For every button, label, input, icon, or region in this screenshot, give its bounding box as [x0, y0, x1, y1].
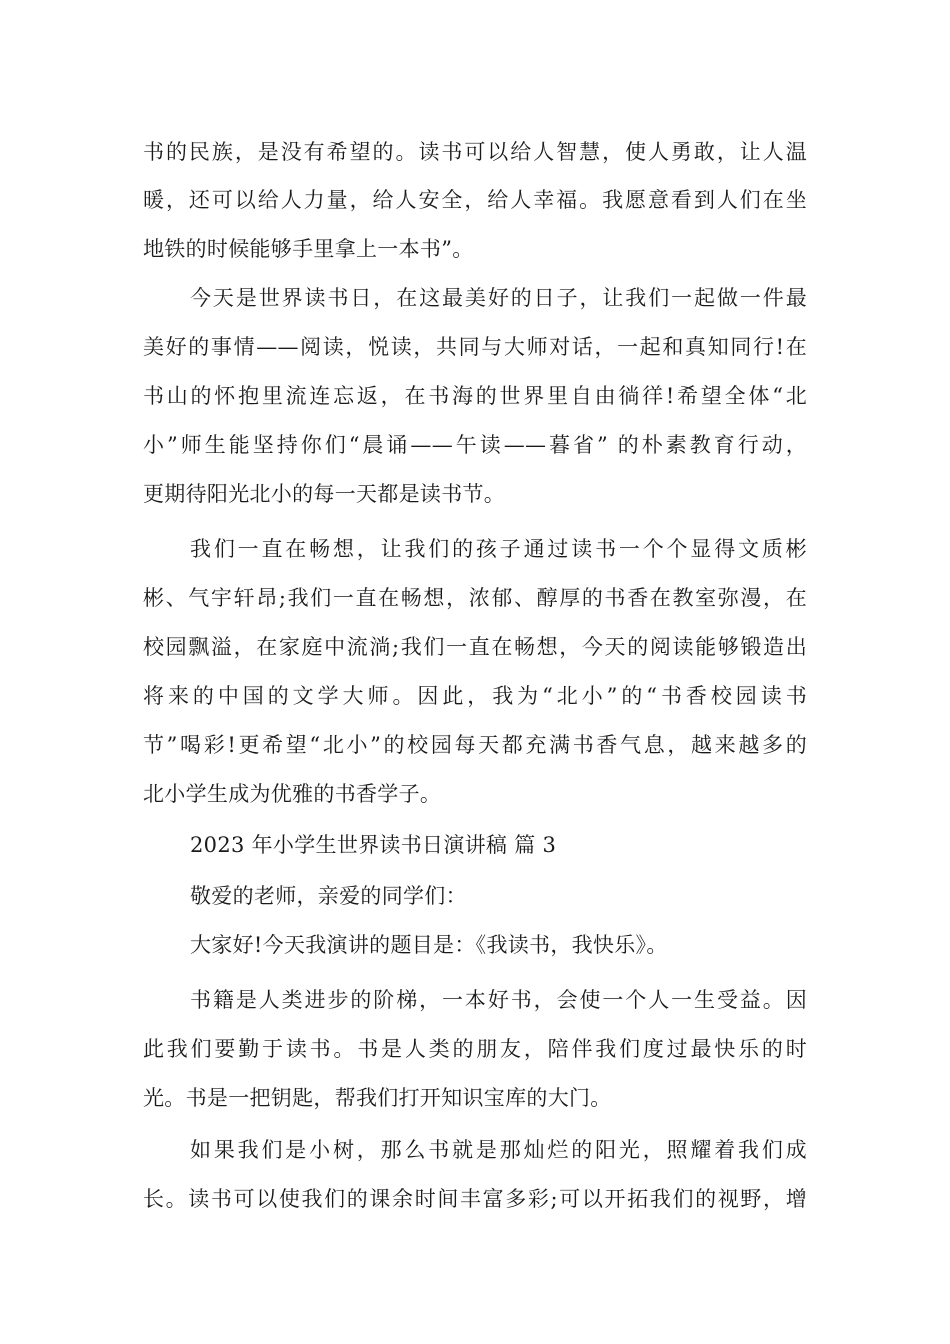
- paragraph-line: 北小学生成为优雅的书香学子。: [143, 782, 442, 806]
- paragraph-line: 将来的中国的文学大师。因此，我为“北小”的“书香校园读书: [143, 684, 807, 708]
- paragraph-line: 如果我们是小树，那么书就是那灿烂的阳光，照耀着我们成: [190, 1138, 807, 1162]
- paragraph-line: 更期待阳光北小的每一天都是读书节。: [143, 482, 506, 506]
- paragraph-line: 彬、气宇轩昂;我们一直在畅想，浓郁、醇厚的书香在教室弥漫，在: [143, 586, 807, 610]
- paragraph-line: 书的民族，是没有希望的。读书可以给人智慧，使人勇敢，让人温: [143, 140, 807, 164]
- paragraph-line: 暖，还可以给人力量，给人安全，给人幸福。我愿意看到人们在坐: [143, 188, 807, 212]
- greeting-line: 大家好!今天我演讲的题目是：《我读书，我快乐》。: [190, 933, 668, 957]
- paragraph-line: 今天是世界读书日，在这最美好的日子，让我们一起做一件最: [190, 286, 807, 310]
- paragraph-line: 此我们要勤于读书。书是人类的朋友，陪伴我们度过最快乐的时: [143, 1037, 807, 1061]
- paragraph-line: 美好的事情——阅读，悦读，共同与大师对话，一起和真知同行!在: [143, 335, 807, 359]
- paragraph-line: 书山的怀抱里流连忘返，在书海的世界里自由徜徉!希望全体“北: [143, 384, 807, 408]
- paragraph-line: 我们一直在畅想，让我们的孩子通过读书一个个显得文质彬: [190, 537, 807, 561]
- paragraph-line: 书籍是人类进步的阶梯，一本好书，会使一个人一生受益。因: [190, 988, 807, 1012]
- paragraph-line: 长。读书可以使我们的课余时间丰富多彩;可以开拓我们的视野，增: [143, 1187, 807, 1211]
- paragraph-line: 校园飘溢，在家庭中流淌;我们一直在畅想，今天的阅读能够锻造出: [143, 635, 807, 659]
- salutation: 敬爱的老师，亲爱的同学们：: [190, 884, 467, 908]
- section-heading: 2023 年小学生世界读书日演讲稿 篇 3: [190, 833, 557, 857]
- paragraph-line: 节”喝彩!更希望“北小”的校园每天都充满书香气息，越来越多的: [143, 733, 807, 757]
- paragraph-line: 小”师生能坚持你们“晨诵——午读——暮省” 的朴素教育行动，: [143, 433, 807, 457]
- paragraph-line: 地铁的时候能够手里拿上一本书”。: [143, 237, 474, 261]
- paragraph-line: 光。书是一把钥匙，帮我们打开知识宝库的大门。: [143, 1086, 612, 1110]
